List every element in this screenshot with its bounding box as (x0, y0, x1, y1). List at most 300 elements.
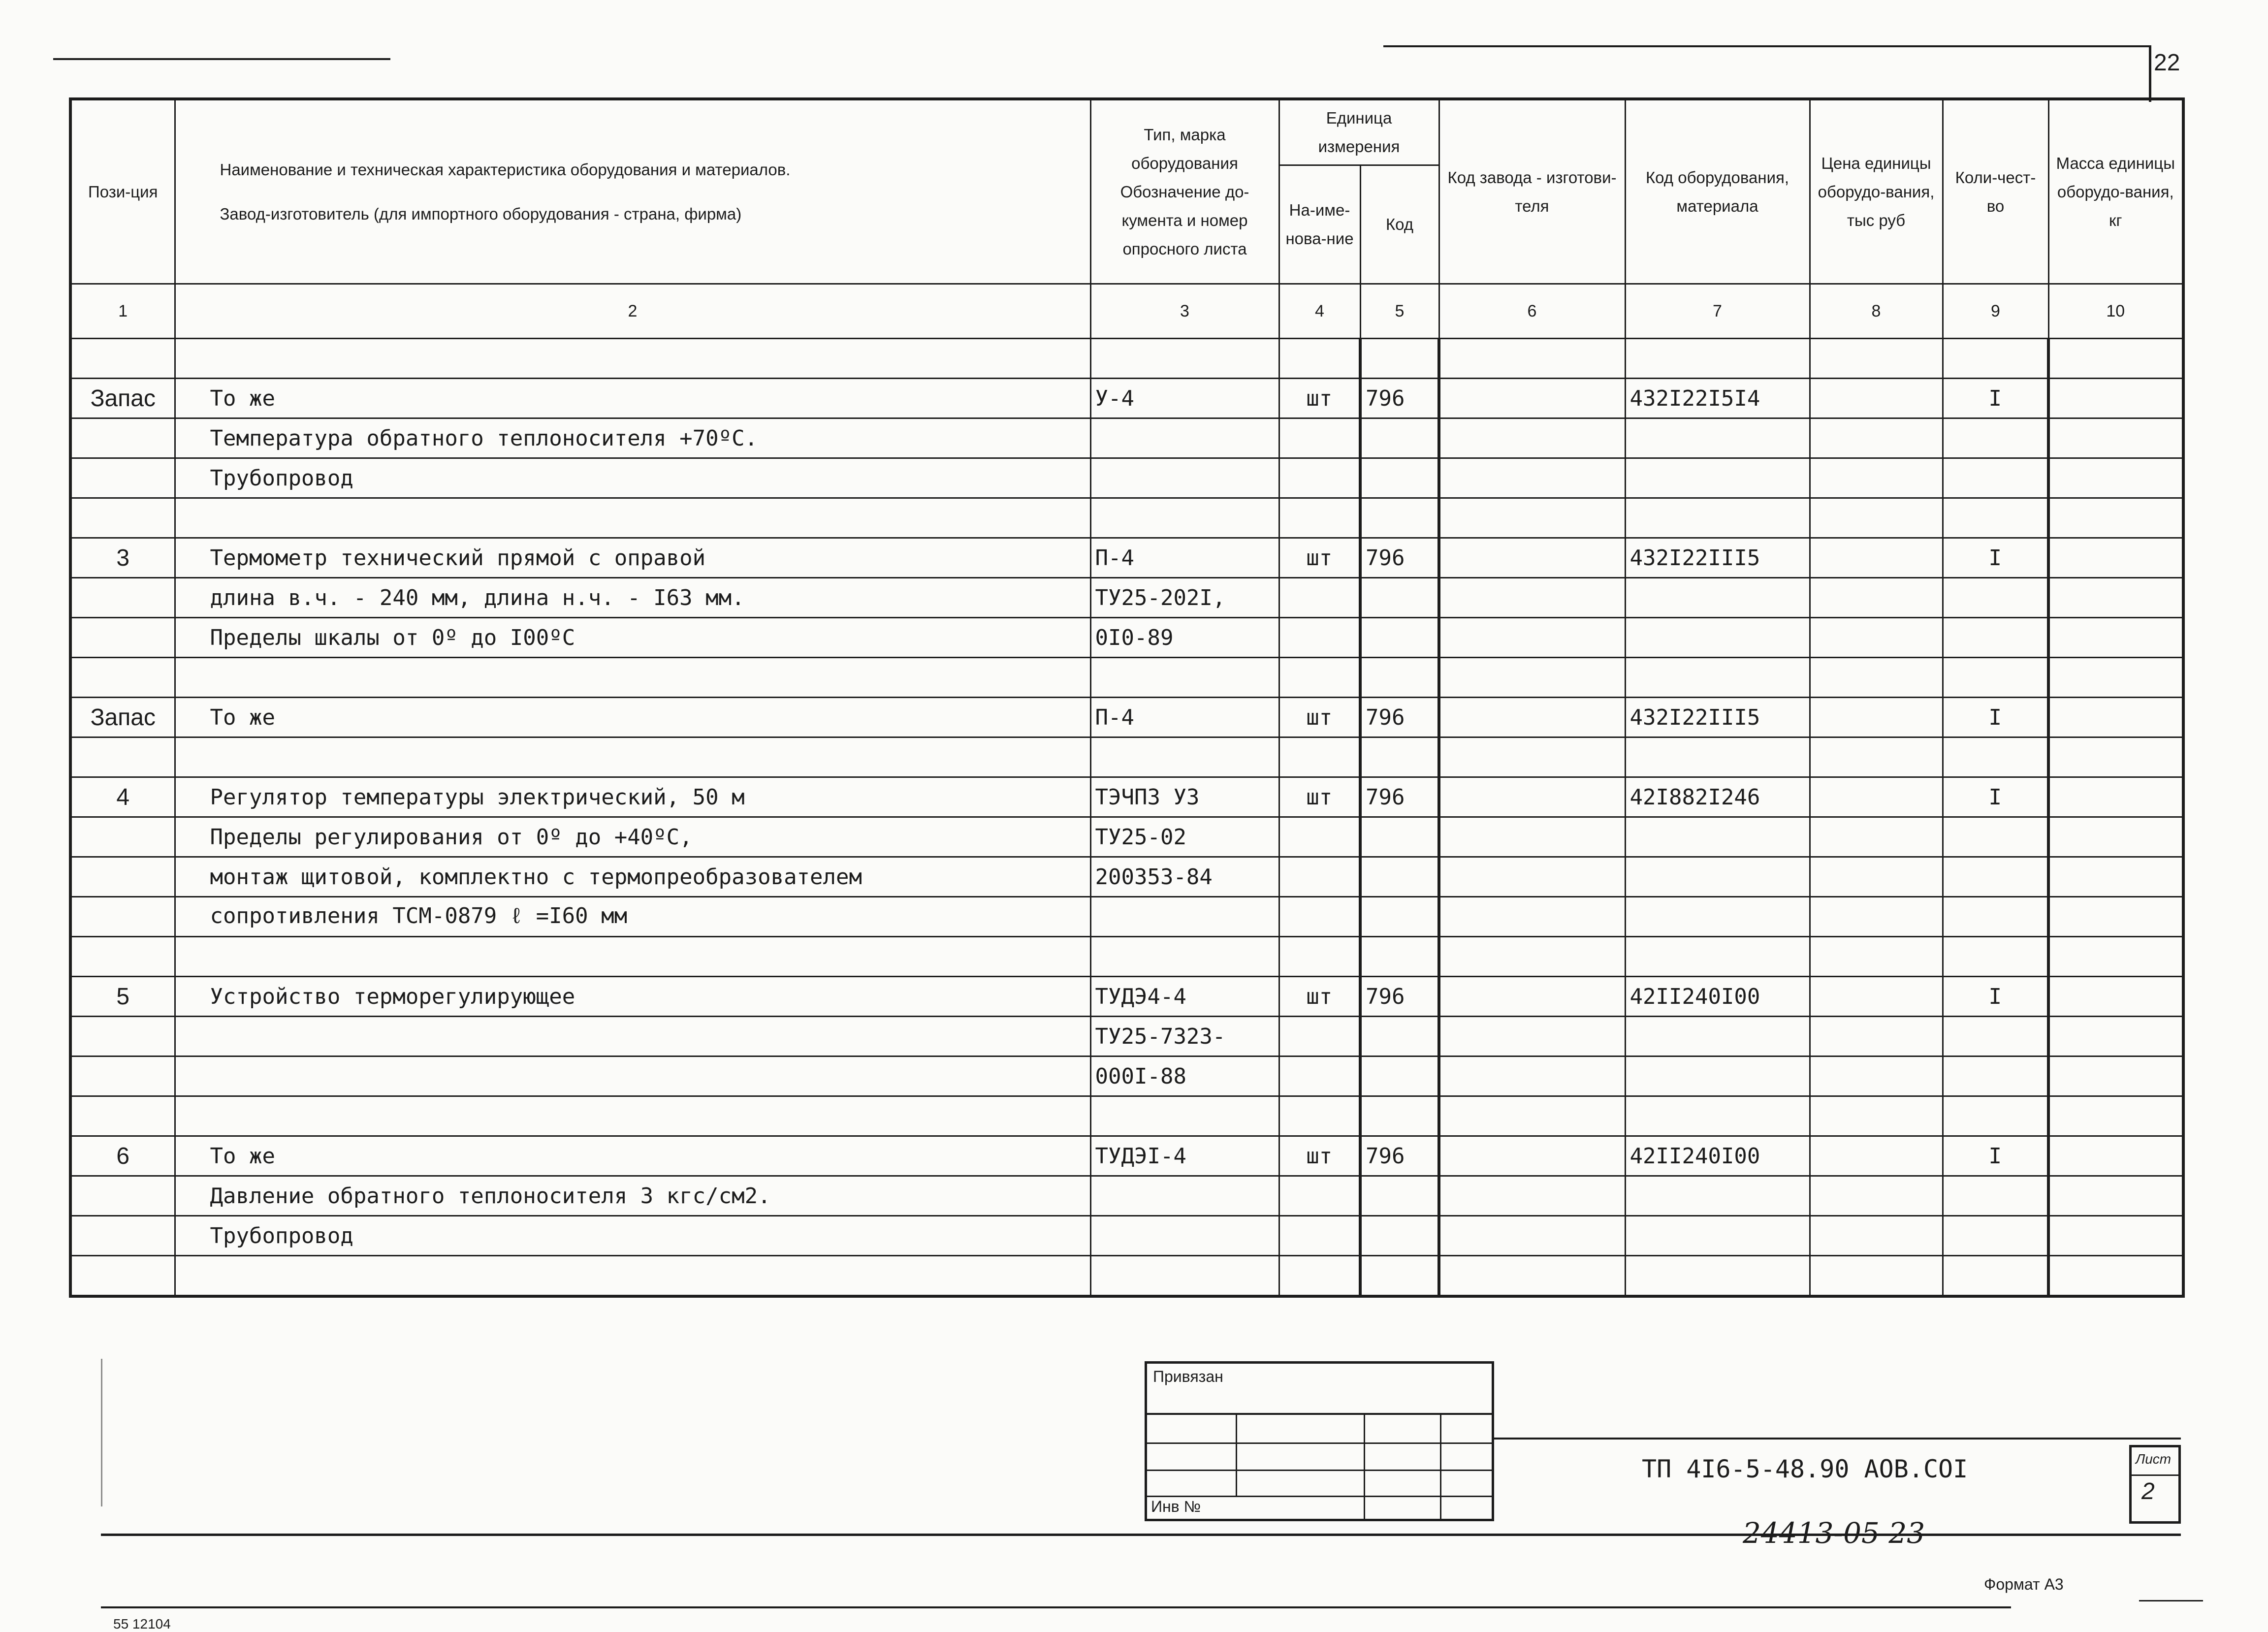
equipment-code-cell (1625, 418, 1810, 458)
equipment-code-cell (1625, 618, 1810, 658)
mass-cell (2048, 698, 2183, 737)
unit-code-cell (1360, 578, 1439, 618)
type-cell (1090, 1176, 1279, 1216)
mass-cell (2048, 737, 2183, 777)
name-cell: То же (175, 379, 1090, 418)
name-cell (175, 1056, 1090, 1096)
stamp-divider (1440, 1413, 1441, 1521)
format-label: Формат А3 (1984, 1575, 2064, 1593)
equipment-code-cell (1625, 658, 1810, 698)
quantity-cell: I (1943, 777, 2048, 817)
unit-name-cell (1279, 1056, 1360, 1096)
type-cell (1090, 737, 1279, 777)
price-cell (1810, 817, 1943, 857)
type-cell: У-4 (1090, 379, 1279, 418)
type-cell (1090, 498, 1279, 538)
position-cell (70, 578, 175, 618)
mass-cell (2048, 578, 2183, 618)
type-cell: 000I-88 (1090, 1056, 1279, 1096)
equipment-code-cell: 432I22I5I4 (1625, 379, 1810, 418)
unit-code-cell (1360, 498, 1439, 538)
unit-code-cell: 796 (1360, 777, 1439, 817)
position-cell: Запас (70, 379, 175, 418)
unit-name-cell (1279, 1256, 1360, 1297)
factory-code-cell (1439, 498, 1625, 538)
price-cell (1810, 1176, 1943, 1216)
position-cell: 6 (70, 1136, 175, 1176)
equipment-code-cell (1625, 857, 1810, 897)
price-cell (1810, 777, 1943, 817)
mass-cell (2048, 897, 2183, 937)
quantity-cell (1943, 1176, 2048, 1216)
equipment-code-cell (1625, 1056, 1810, 1096)
unit-code-cell (1360, 1176, 1439, 1216)
unit-name-cell (1279, 857, 1360, 897)
price-cell (1810, 937, 1943, 977)
unit-code-cell (1360, 458, 1439, 498)
name-cell: Регулятор температуры электрический, 50 м (175, 777, 1090, 817)
table-row (70, 1176, 2183, 1216)
quantity-cell (1943, 498, 2048, 538)
name-cell: То же (175, 698, 1090, 737)
price-cell (1810, 977, 1943, 1017)
equipment-code-cell (1625, 1096, 1810, 1136)
mass-cell (2048, 777, 2183, 817)
price-cell (1810, 1017, 1943, 1056)
table-row (70, 817, 2183, 857)
mass-cell (2048, 1096, 2183, 1136)
sheet-label: Лист (2136, 1451, 2172, 1467)
factory-code-cell (1439, 1056, 1625, 1096)
position-cell: 5 (70, 977, 175, 1017)
position-cell (70, 737, 175, 777)
equipment-code-cell (1625, 1017, 1810, 1056)
mass-cell (2048, 379, 2183, 418)
mass-cell (2048, 937, 2183, 977)
position-cell (70, 1056, 175, 1096)
column-number: 6 (1439, 284, 1625, 339)
sheet-box (2129, 1445, 2181, 1524)
factory-code-cell (1439, 418, 1625, 458)
type-cell: ТУДЭI-4 (1090, 1136, 1279, 1176)
quantity-cell (1943, 1017, 2048, 1056)
position-cell (70, 418, 175, 458)
column-number: 10 (2048, 284, 2183, 339)
factory-code-cell (1439, 339, 1625, 379)
quantity-cell (1943, 418, 2048, 458)
price-cell (1810, 498, 1943, 538)
factory-code-cell (1439, 1216, 1625, 1256)
price-cell (1810, 1256, 1943, 1297)
equipment-code-cell (1625, 339, 1810, 379)
table-row (70, 418, 2183, 458)
factory-code-cell (1439, 1017, 1625, 1056)
unit-name-cell (1279, 658, 1360, 698)
attached-label: Привязан (1153, 1368, 1223, 1385)
table-row (70, 737, 2183, 777)
position-cell (70, 658, 175, 698)
quantity-cell: I (1943, 379, 2048, 418)
type-cell (1090, 897, 1279, 937)
mass-cell (2048, 618, 2183, 658)
equipment-code-cell (1625, 578, 1810, 618)
unit-code-cell (1360, 897, 1439, 937)
header-row-1 (70, 99, 2183, 165)
unit-code-cell: 796 (1360, 698, 1439, 737)
table-row (70, 658, 2183, 698)
price-cell (1810, 339, 1943, 379)
unit-name-cell: шт (1279, 777, 1360, 817)
mass-cell (2048, 538, 2183, 578)
column-number: 5 (1360, 284, 1439, 339)
table-row (70, 379, 2183, 418)
table-row (70, 458, 2183, 498)
type-cell: ТЭЧПЗ УЗ (1090, 777, 1279, 817)
mass-cell (2048, 458, 2183, 498)
column-number: 3 (1090, 284, 1279, 339)
price-cell (1810, 1216, 1943, 1256)
name-cell: Температура обратного теплоносителя +70ºС. (175, 418, 1090, 458)
name-cell: длина в.ч. - 240 мм, длина н.ч. - I63 мм. (175, 578, 1090, 618)
type-cell (1090, 1096, 1279, 1136)
unit-code-cell (1360, 817, 1439, 857)
factory-code-cell (1439, 458, 1625, 498)
equipment-code-cell: 432I22III5 (1625, 538, 1810, 578)
factory-code-cell (1439, 1136, 1625, 1176)
column-number: 9 (1943, 284, 2048, 339)
name-cell (175, 937, 1090, 977)
quantity-cell (1943, 578, 2048, 618)
type-cell (1090, 1256, 1279, 1297)
position-cell (70, 937, 175, 977)
equipment-code-cell (1625, 498, 1810, 538)
type-cell (1090, 937, 1279, 977)
position-cell (70, 857, 175, 897)
unit-name-cell: шт (1279, 538, 1360, 578)
factory-code-cell (1439, 1096, 1625, 1136)
quantity-cell: I (1943, 538, 2048, 578)
quantity-cell (1943, 658, 2048, 698)
unit-code-cell: 796 (1360, 977, 1439, 1017)
unit-name-cell: шт (1279, 977, 1360, 1017)
unit-code-cell (1360, 1096, 1439, 1136)
column-number-row (70, 284, 2183, 339)
unit-name-cell (1279, 737, 1360, 777)
name-cell: Устройство терморегулирующее (175, 977, 1090, 1017)
unit-code-cell (1360, 1216, 1439, 1256)
type-cell: ТУ25-202I, (1090, 578, 1279, 618)
header-factory-code: Код завода - изготови-теля (1439, 99, 1625, 284)
price-cell (1810, 737, 1943, 777)
unit-code-cell: 796 (1360, 379, 1439, 418)
type-cell: ТУ25-7323- (1090, 1017, 1279, 1056)
name-cell: Пределы регулирования от 0º до +40ºС, (175, 817, 1090, 857)
type-cell (1090, 339, 1279, 379)
price-cell (1810, 698, 1943, 737)
table-row (70, 618, 2183, 658)
header-unit-name: На-име-нова-ние (1279, 165, 1360, 284)
equipment-code-cell (1625, 817, 1810, 857)
quantity-cell (1943, 737, 2048, 777)
equipment-code-cell (1625, 1256, 1810, 1297)
quantity-cell (1943, 458, 2048, 498)
factory-code-cell (1439, 897, 1625, 937)
quantity-cell (1943, 1096, 2048, 1136)
equipment-code-cell (1625, 1176, 1810, 1216)
quantity-cell (1943, 897, 2048, 937)
equipment-code-cell: 432I22III5 (1625, 698, 1810, 737)
quantity-cell (1943, 1256, 2048, 1297)
position-cell (70, 817, 175, 857)
table-row (70, 498, 2183, 538)
column-number: 1 (70, 284, 175, 339)
factory-code-cell (1439, 857, 1625, 897)
position-cell (70, 1096, 175, 1136)
name-cell: Давление обратного теплоносителя 3 кгс/см2. (175, 1176, 1090, 1216)
table-row (70, 698, 2183, 737)
price-cell (1810, 538, 1943, 578)
price-cell (1810, 418, 1943, 458)
unit-name-cell: шт (1279, 1136, 1360, 1176)
price-cell (1810, 578, 1943, 618)
mass-cell (2048, 339, 2183, 379)
title-block-top-rule (1494, 1438, 2181, 1440)
table-row (70, 1136, 2183, 1176)
position-cell (70, 618, 175, 658)
mass-cell (2048, 857, 2183, 897)
name-cell (175, 339, 1090, 379)
mass-cell (2048, 1216, 2183, 1256)
header-equipment-code: Код оборудования, материала (1625, 99, 1810, 284)
unit-code-cell (1360, 658, 1439, 698)
quantity-cell (1943, 1216, 2048, 1256)
sheet-box-divider (2132, 1474, 2181, 1476)
specification-table (69, 97, 2185, 1298)
position-cell (70, 458, 175, 498)
bottom-rule (101, 1606, 2011, 1608)
equipment-code-cell (1625, 737, 1810, 777)
header-name-line1: Наименование и техническая характеристика оборудования и материалов. (220, 160, 791, 179)
table-row (70, 1256, 2183, 1297)
mass-cell (2048, 1056, 2183, 1096)
unit-name-cell (1279, 937, 1360, 977)
mass-cell (2048, 418, 2183, 458)
table-row (70, 977, 2183, 1017)
mass-cell (2048, 977, 2183, 1017)
table-row (70, 1056, 2183, 1096)
unit-name-cell (1279, 339, 1360, 379)
price-cell (1810, 1096, 1943, 1136)
factory-code-cell (1439, 977, 1625, 1017)
top-left-rule (53, 58, 390, 60)
name-cell: сопротивления ТСМ-0879 ℓ =I60 мм (175, 897, 1090, 937)
header-unit-group: Единица измерения (1279, 99, 1439, 165)
equipment-code-cell (1625, 937, 1810, 977)
unit-name-cell (1279, 618, 1360, 658)
equipment-code-cell (1625, 458, 1810, 498)
table-body (70, 339, 2183, 1297)
name-cell: Пределы шкалы от 0º до I00ºС (175, 618, 1090, 658)
header-name-line2: Завод-изготовитель (для импортного оборудования - страна, фирма) (220, 204, 742, 223)
position-cell (70, 498, 175, 538)
name-cell: монтаж щитовой, комплектно с термопреобразователем (175, 857, 1090, 897)
factory-code-cell (1439, 658, 1625, 698)
price-cell (1810, 379, 1943, 418)
top-right-rule (1383, 45, 2151, 47)
header-name (175, 99, 1090, 284)
header-unit-code: Код (1360, 165, 1439, 284)
mass-cell (2048, 817, 2183, 857)
price-cell (1810, 458, 1943, 498)
position-cell: Запас (70, 698, 175, 737)
unit-code-cell (1360, 937, 1439, 977)
table-row (70, 578, 2183, 618)
factory-code-cell (1439, 379, 1625, 418)
header-price: Цена единицы оборудо-вания, тыс руб (1810, 99, 1943, 284)
document-code: ТП 4I6-5-48.90 АОВ.СОI (1642, 1455, 1968, 1483)
position-cell: 3 (70, 538, 175, 578)
table-row (70, 897, 2183, 937)
page-number-divider (2149, 45, 2151, 102)
name-cell (175, 1256, 1090, 1297)
unit-name-cell: шт (1279, 379, 1360, 418)
unit-code-cell (1360, 418, 1439, 458)
mass-cell (2048, 498, 2183, 538)
column-number: 4 (1279, 284, 1360, 339)
name-cell (175, 737, 1090, 777)
stamp-divider (1364, 1413, 1365, 1521)
table-row (70, 777, 2183, 817)
position-cell (70, 1216, 175, 1256)
table-row (70, 1017, 2183, 1056)
position-cell (70, 1256, 175, 1297)
unit-name-cell (1279, 458, 1360, 498)
name-cell (175, 1096, 1090, 1136)
price-cell (1810, 618, 1943, 658)
type-cell: ТУДЭ4-4 (1090, 977, 1279, 1017)
column-number: 8 (1810, 284, 1943, 339)
mass-cell (2048, 1136, 2183, 1176)
type-cell (1090, 458, 1279, 498)
price-cell (1810, 1136, 1943, 1176)
equipment-code-cell: 42II240I00 (1625, 1136, 1810, 1176)
column-number: 2 (175, 284, 1090, 339)
factory-code-cell (1439, 538, 1625, 578)
name-cell: Трубопровод (175, 458, 1090, 498)
name-cell: Термометр технический прямой с оправой (175, 538, 1090, 578)
quantity-cell (1943, 618, 2048, 658)
header-type: Тип, марка оборудования Обозначение до-кумента и номер опросного листа (1090, 99, 1279, 284)
factory-code-cell (1439, 817, 1625, 857)
name-cell: То же (175, 1136, 1090, 1176)
unit-name-cell (1279, 817, 1360, 857)
type-cell: 0I0-89 (1090, 618, 1279, 658)
unit-name-cell (1279, 578, 1360, 618)
price-cell (1810, 658, 1943, 698)
column-number: 7 (1625, 284, 1810, 339)
quantity-cell (1943, 937, 2048, 977)
unit-code-cell (1360, 737, 1439, 777)
factory-code-cell (1439, 937, 1625, 977)
binding-stamp (1145, 1361, 1494, 1521)
table-row (70, 937, 2183, 977)
table-row (70, 1216, 2183, 1256)
type-cell (1090, 658, 1279, 698)
unit-code-cell (1360, 339, 1439, 379)
unit-name-cell (1279, 1096, 1360, 1136)
name-cell: Трубопровод (175, 1216, 1090, 1256)
type-cell (1090, 1216, 1279, 1256)
unit-code-cell (1360, 1056, 1439, 1096)
sheet-value: 2 (2141, 1478, 2155, 1504)
unit-code-cell: 796 (1360, 1136, 1439, 1176)
quantity-cell (1943, 857, 2048, 897)
left-binding-margin (101, 1359, 102, 1506)
handwritten-number: 24413-05 23 (1743, 1516, 1925, 1550)
unit-name-cell (1279, 1176, 1360, 1216)
price-cell (1810, 897, 1943, 937)
unit-name-cell: шт (1279, 698, 1360, 737)
quantity-cell: I (1943, 698, 2048, 737)
type-cell: 200353-84 (1090, 857, 1279, 897)
inventory-label: Инв № (1151, 1498, 1201, 1515)
quantity-cell: I (1943, 1136, 2048, 1176)
equipment-code-cell: 42I882I246 (1625, 777, 1810, 817)
bottom-right-rule (2139, 1600, 2203, 1601)
position-cell (70, 339, 175, 379)
quantity-cell (1943, 817, 2048, 857)
unit-name-cell (1279, 1017, 1360, 1056)
factory-code-cell (1439, 618, 1625, 658)
position-cell: 4 (70, 777, 175, 817)
unit-name-cell (1279, 498, 1360, 538)
unit-name-cell (1279, 418, 1360, 458)
quantity-cell (1943, 339, 2048, 379)
unit-code-cell (1360, 1017, 1439, 1056)
quantity-cell: I (1943, 977, 2048, 1017)
factory-code-cell (1439, 698, 1625, 737)
price-cell (1810, 857, 1943, 897)
header-quantity: Коли-чест-во (1943, 99, 2048, 284)
type-cell: П-4 (1090, 538, 1279, 578)
type-cell (1090, 418, 1279, 458)
type-cell: ТУ25-02 (1090, 817, 1279, 857)
equipment-code-cell: 42II240I00 (1625, 977, 1810, 1017)
header-position: Пози-ция (70, 99, 175, 284)
factory-code-cell (1439, 1256, 1625, 1297)
unit-code-cell (1360, 1256, 1439, 1297)
name-cell (175, 658, 1090, 698)
equipment-code-cell (1625, 897, 1810, 937)
mass-cell (2048, 658, 2183, 698)
stamp-divider (1236, 1413, 1237, 1496)
price-cell (1810, 1056, 1943, 1096)
mass-cell (2048, 1256, 2183, 1297)
unit-code-cell (1360, 857, 1439, 897)
table-row (70, 1096, 2183, 1136)
header-mass: Масса единицы оборудо-вания, кг (2048, 99, 2183, 284)
table-row (70, 857, 2183, 897)
type-cell: П-4 (1090, 698, 1279, 737)
table-row (70, 339, 2183, 379)
position-cell (70, 1176, 175, 1216)
factory-code-cell (1439, 578, 1625, 618)
unit-name-cell (1279, 897, 1360, 937)
unit-code-cell (1360, 618, 1439, 658)
name-cell (175, 498, 1090, 538)
mass-cell (2048, 1017, 2183, 1056)
mass-cell (2048, 1176, 2183, 1216)
